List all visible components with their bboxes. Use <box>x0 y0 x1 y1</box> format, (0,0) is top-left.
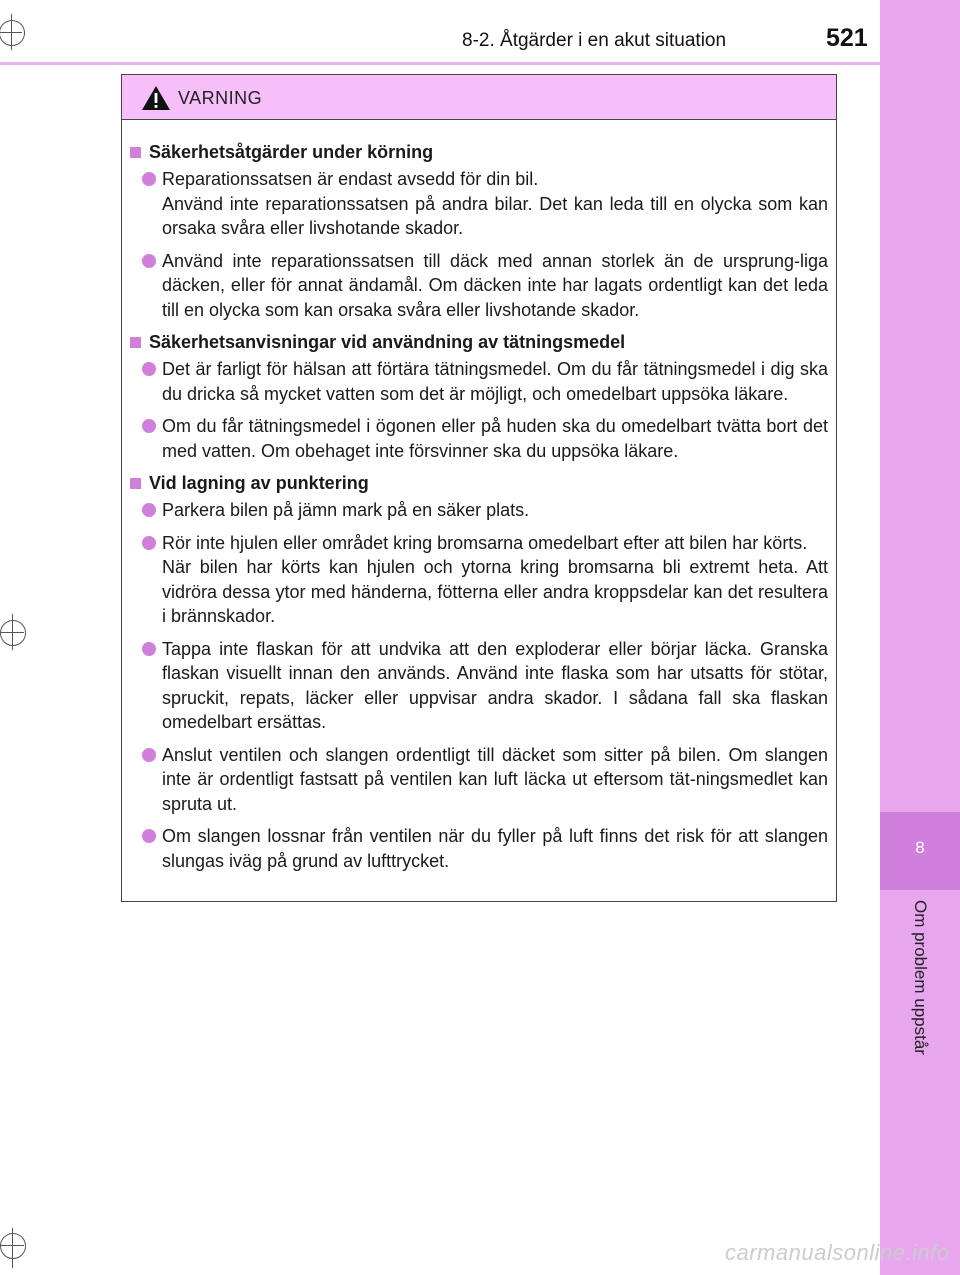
round-bullet-icon <box>142 829 156 843</box>
bullet-item <box>142 167 828 241</box>
round-bullet-icon <box>142 503 156 517</box>
bullet-item <box>142 531 828 629</box>
warning-header <box>122 75 836 120</box>
square-bullet-icon <box>130 478 141 489</box>
warning-title: VARNING <box>178 88 263 108</box>
round-bullet-icon <box>142 254 156 268</box>
section-heading <box>130 471 828 496</box>
bullet-item <box>142 249 828 323</box>
section-heading-text: Vid lagning av punktering <box>149 473 369 493</box>
round-bullet-icon <box>142 642 156 656</box>
bullet-text <box>162 743 828 817</box>
round-bullet-icon <box>142 172 156 186</box>
section-heading-text: Säkerhetsanvisningar vid användning av tätningsmedel <box>149 332 626 352</box>
page-number: 521 <box>826 24 868 52</box>
section-heading <box>130 330 828 355</box>
section-heading <box>130 140 828 165</box>
bullet-item <box>142 498 828 523</box>
bullet-paragraph: När bilen har körts kan hjulen och ytorna kring bromsarna bli extremt heta. Att vidröra dessa ytor med händerna, fötterna eller andra kroppsdelar kan det resultera i brännskador. <box>162 557 828 626</box>
bullet-paragraph: Reparationssatsen är endast avsedd för din bil. <box>162 169 539 189</box>
warning-body <box>122 120 836 873</box>
bullet-paragraph: Parkera bilen på jämn mark på en säker plats. <box>162 500 530 520</box>
bullet-paragraph: Det är farligt för hälsan att förtära tätningsmedel. Om du får tätningsmedel i dig ska du dricka så mycket vatten som det är möjligt, och omedelbart uppsöka läkare. <box>162 359 828 404</box>
bullet-paragraph: Tappa inte flaskan för att undvika att den exploderar eller börjar läcka. Granska flaskan visuellt innan den används. Använd inte flaska som har utsatts för stötar, spruckit, repats, läcker eller uppvisar andra skador. I sådana fall ska flaskan omedelbart ersättas. <box>162 638 828 732</box>
bullet-item <box>142 414 828 463</box>
round-bullet-icon <box>142 536 156 550</box>
round-bullet-icon <box>142 748 156 762</box>
bullet-paragraph: Använd inte reparationssatsen på andra bilar. Det kan leda till en olycka som kan orsaka svåra eller livshotande skador. <box>162 193 828 238</box>
bullet-item <box>142 743 828 817</box>
warning-box <box>121 74 837 902</box>
bullet-text <box>162 249 828 323</box>
bullet-text <box>162 531 828 629</box>
chapter-label: Om problem uppstår <box>911 900 930 1055</box>
bullet-paragraph: Använd inte reparationssatsen till däck med annan storlek än de ursprung-liga däcken, eller för annat ändamål. Om däcken inte har lagats ordentligt kan det leda till en olycka som kan orsaka svåra eller livshotande skador. <box>162 250 828 320</box>
bullet-text <box>162 824 828 873</box>
bullet-paragraph: Om du får tätningsmedel i ögonen eller på huden ska du omedelbart tvätta bort det med vatten. Om obehaget inte försvinner ska du uppsöka läkare. <box>162 416 828 461</box>
square-bullet-icon <box>130 147 141 158</box>
square-bullet-icon <box>130 337 141 348</box>
header-rule <box>0 62 880 65</box>
bullet-text <box>162 167 828 241</box>
bullet-text <box>162 498 828 523</box>
bullet-text <box>162 637 828 735</box>
bullet-paragraph: Om slangen lossnar från ventilen när du fyller på luft finns det risk för att slangen slungas iväg på grund av lufttrycket. <box>162 826 828 871</box>
round-bullet-icon <box>142 362 156 376</box>
section-title: 8-2. Åtgärder i en akut situation <box>462 30 727 51</box>
bullet-item <box>142 824 828 873</box>
bullet-paragraph: Anslut ventilen och slangen ordentligt till däcket som sitter på bilen. Om slangen inte är ordentligt fastsatt på ventilen kan luft läcka ut eftersom tät-ningsmedlet kan spruta ut. <box>162 744 828 814</box>
bullet-paragraph: Rör inte hjulen eller området kring bromsarna omedelbart efter att bilen har körts. <box>162 532 808 553</box>
chapter-label-wrap <box>880 900 960 1160</box>
chapter-number: 8 <box>915 838 925 857</box>
bullet-text <box>162 414 828 463</box>
warning-triangle-icon <box>141 85 171 116</box>
round-bullet-icon <box>142 419 156 433</box>
section-heading-text: Säkerhetsåtgärder under körning <box>149 142 434 162</box>
bullet-text <box>162 357 828 406</box>
bullet-item <box>142 637 828 735</box>
watermark: carmanualsonline.info <box>725 1240 950 1265</box>
bullet-item <box>142 357 828 406</box>
